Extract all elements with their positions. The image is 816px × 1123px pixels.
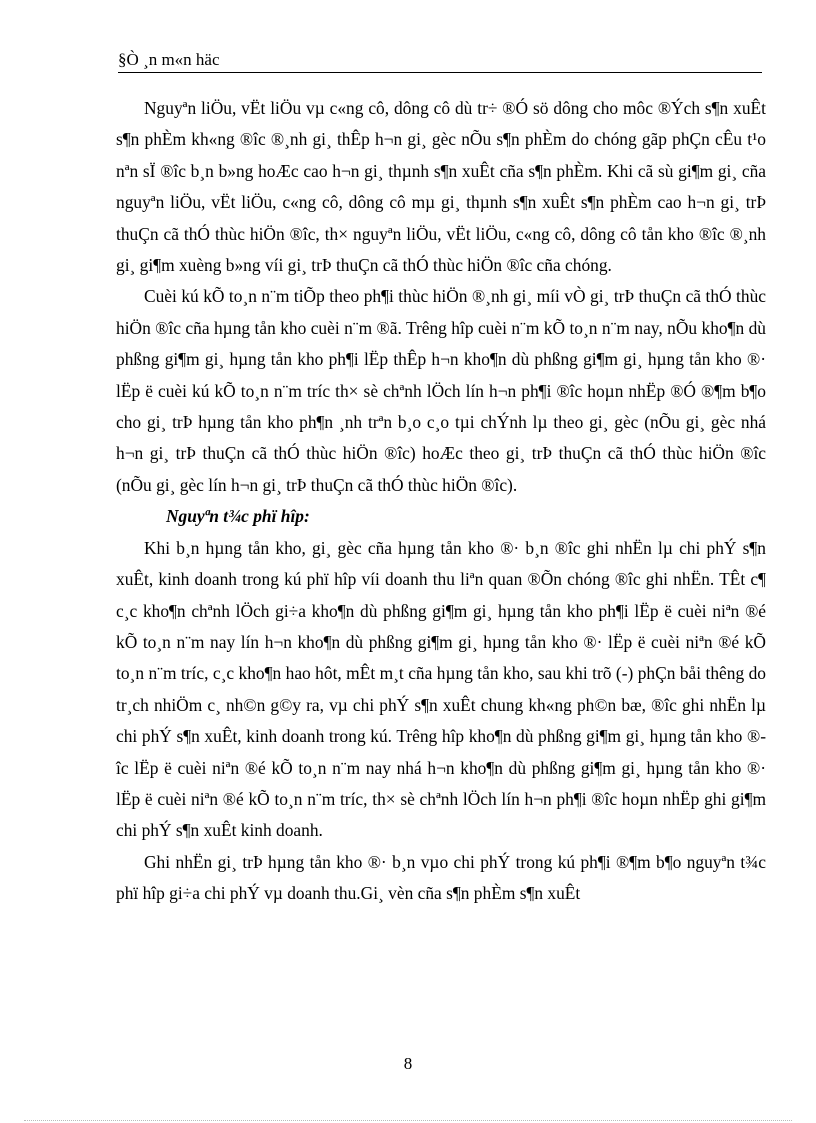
paragraph: Khi b¸n hµng tån kho, gi¸ gèc cña hµng tån kho ®· b¸n ®îc ghi nhËn lµ chi phÝ s¶n xuÊt, kinh doanh trong kú phï hîp víi doanh thu liªn quan ®Õn chóng ®îc ghi nhËn. TÊt c¶ c¸c kho¶n chªnh lÖch gi÷a kho¶n dù phßng gi¶m gi¸ hµng tån kho ph¶i lËp ë cuèi niªn ®é kÕ to¸n n¨m nay lín h¬n kho¶n dù phßng gi¶m gi¸ hµng tån kho ®· lËp ë cuèi niªn ®é kÕ to¸n n¨m tríc, c¸c kho¶n hao hôt, mÊt m¸t cña hµng tån kho, sau khi trõ (-) phÇn båi thêng do tr¸ch nhiÖm c¸ nh©n g©y ra, vµ chi phÝ s¶n xuÊt chung kh«ng ph©n bæ, ®îc ghi nhËn lµ chi phÝ s¶n xuÊt, kinh doanh trong kú. Trêng hîp kho¶n dù phßng gi¶m gi¸ hµng tån kho ®îc lËp ë cuèi niªn ®é kÕ to¸n n¨m nay nhá h¬n kho¶n dù phßng gi¶m gi¸ hµng tån kho ®· lËp ë cuèi niªn ®é kÕ to¸n n¨m tríc, th× sè chªnh lÖch lín h¬n ph¶i ®îc hoµn nhËp ghi gi¶m chi phÝ s¶n xuÊt kinh doanh. — [116, 537, 766, 841]
page-edge-divider — [24, 1120, 792, 1121]
page-number: 8 — [403, 1054, 413, 1073]
section-heading: Nguyªn t¾c phï hîp: — [166, 506, 310, 527]
page-header: §Ò ¸n m«n häc — [118, 48, 762, 73]
paragraph: Nguyªn liÖu, vËt liÖu vµ c«ng cô, dông cô dù tr÷ ®Ó sö dông cho môc ®Ých s¶n xuÊt s¶n phÈm kh«ng ®îc ®¸nh gi¸ thÊp h¬n gi¸ gèc nÕu s¶n phÈm do chóng gãp phÇn cÊu t¹o nªn sÏ ®îc b¸n b»ng hoÆc cao h¬n gi¸ thµnh s¶n xuÊt cña s¶n phÈm. Khi cã sù gi¶m gi¸ cña nguyªn liÖu, vËt liÖu, c«ng cô, dông cô mµ gi¸ thµnh s¶n xuÊt s¶n phÈm cao h¬n gi¸ trÞ thuÇn cã thÓ thùc hiÖn ®îc, th× nguyªn liÖu, vËt liÖu, c«ng cô, dông cô tån kho ®îc ®¸nh gi¸ gi¶m xuèng b»ng víi gi¸ trÞ thuÇn cã thÓ thùc hiÖn ®îc cña chóng. — [116, 98, 766, 276]
paragraph: Cuèi kú kÕ to¸n n¨m tiÕp theo ph¶i thùc hiÖn ®¸nh gi¸ míi vÒ gi¸ trÞ thuÇn cã thÓ thùc hiÖn ®îc cña hµng tån kho cuèi n¨m ®ã. Trêng hîp cuèi n¨m kÕ to¸n n¨m nay, nÕu kho¶n dù phßng gi¶m gi¸ hµng tån kho ph¶i lËp thÊp h¬n kho¶n dù phßng gi¶m gi¸ hµng tån kho ®· lËp ë cuèi kú kÕ to¸n n¨m tríc th× sè chªnh lÖch lín h¬n ph¶i ®îc hoµn nhËp ®Ó ®¶m b¶o cho gi¸ trÞ hµng tån kho ph¶n ¸nh trªn b¸o c¸o tµi chÝnh lµ theo gi¸ gèc (nÕu gi¸ gèc nhá h¬n gi¸ trÞ thuÇn cã thÓ thùc hiÖn ®îc) hoÆc theo gi¸ trÞ thuÇn cã thÓ thùc hiÖn ®îc (nÕu gi¸ gèc lín h¬n gi¸ trÞ thuÇn cã thÓ thùc hiÖn ®îc). — [116, 286, 766, 495]
paragraph: Ghi nhËn gi¸ trÞ hµng tån kho ®· b¸n vµo chi phÝ trong kú ph¶i ®¶m b¶o nguyªn t¾c phï hîp gi÷a chi phÝ vµ doanh thu.Gi¸ vèn cña s¶n phÈm s¶n xuÊt — [116, 851, 766, 904]
document-body — [116, 93, 766, 910]
